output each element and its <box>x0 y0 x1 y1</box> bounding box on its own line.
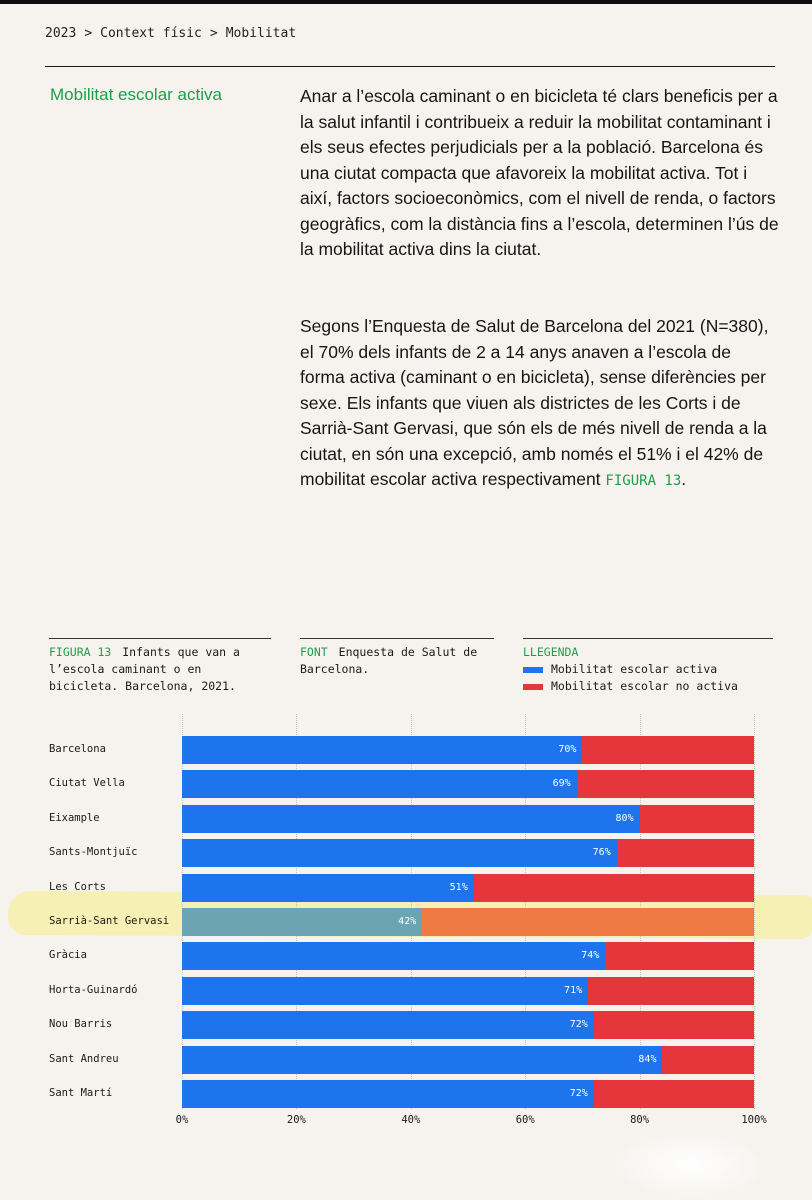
category-label: Horta-Guinardó <box>49 983 138 996</box>
bar-value-label: 80% <box>615 812 634 824</box>
breadcrumb-current: Mobilitat <box>225 26 297 41</box>
legend-item-inactive <box>523 678 773 695</box>
category-label: Barcelona <box>49 743 106 755</box>
breadcrumb-year[interactable]: 2023 <box>45 26 77 41</box>
bar-inactive <box>422 908 754 936</box>
x-tick-label: 60% <box>515 1114 535 1126</box>
bar-inactive <box>594 1080 754 1108</box>
category-label: Ciutat Vella <box>49 777 125 790</box>
bar-inactive <box>577 770 754 798</box>
findings-text: Segons l’Enquesta de Salut de Barcelona del 2021 (N=380), el 70% dels infants de 2 a 14 anys anaven a l’escola de forma activa (caminant o en bicicleta), sense diferències per sexe. Els infants que viuen als districtes de les Corts i de Sarrià-Sant Gervasi, que són els de més nivell de renda a la ciutat, en són una excepció, amb només el 51% i el 42% de mobilitat escolar activa respectivament <box>300 316 769 489</box>
bar-inactive <box>474 874 754 902</box>
breadcrumb <box>45 26 296 41</box>
bar-row <box>182 908 754 936</box>
figure-caption <box>49 638 271 695</box>
image-artifact <box>610 1130 770 1200</box>
bar-value-label: 51% <box>449 881 468 893</box>
category-label: Sants-Montjuïc <box>49 846 138 859</box>
top-bar <box>0 0 812 4</box>
legend-tag: LLEGENDA <box>523 645 579 659</box>
bar-value-label: 76% <box>592 847 611 859</box>
bar-inactive <box>617 839 754 867</box>
stacked-bar-chart <box>0 714 812 1134</box>
bar-value-label: 70% <box>558 744 577 755</box>
category-label: Sant Andreu <box>49 1052 119 1065</box>
bar-row <box>182 942 754 970</box>
breadcrumb-separator: > <box>84 26 93 41</box>
source-tag: FONT <box>300 645 328 659</box>
bar-row <box>182 736 754 764</box>
bar-value-label: 84% <box>638 1053 657 1065</box>
bar-inactive <box>582 736 754 764</box>
divider <box>45 66 775 67</box>
bar-inactive <box>640 805 754 833</box>
legend <box>523 638 773 695</box>
bar-row <box>182 1080 754 1108</box>
bar-inactive <box>605 942 754 970</box>
bar-row <box>182 770 754 798</box>
intro-paragraph: Anar a l’escola caminant o en bicicleta té clars beneficis per a la salut infantil i contribueix a reduir la mobilitat contaminant i els seus efectes perjudicials per a la població. Barcelona és una ciutat compacta que afavoreix la mobilitat activa. Tot i així, factors socioeconòmics, com el nivell de renda, o factors geogràfics, com la distància fins a l’escola, determinen l’ús de la mobilitat activa dins la ciutat. <box>300 86 779 259</box>
category-label: Les Corts <box>49 880 106 893</box>
bar-value-label: 71% <box>564 984 583 996</box>
bar-row <box>182 977 754 1005</box>
legend-swatch-active <box>523 667 543 673</box>
bar-value-label: 42% <box>398 916 417 927</box>
findings-paragraph <box>300 314 780 495</box>
legend-item-active <box>523 661 773 678</box>
category-label: Nou Barris <box>49 1018 113 1031</box>
category-label: Sant Martí <box>49 1087 113 1099</box>
findings-end: . <box>681 469 687 489</box>
figure-caption-text: Infants que van a l’escola caminant o en bicicleta. Barcelona, 2021. <box>49 645 240 693</box>
x-tick-label: 40% <box>401 1114 421 1126</box>
source-text: Enquesta de Salut de Barcelona. <box>300 645 478 676</box>
figure-tag: FIGURA 13 <box>49 645 112 659</box>
section-title: Mobilitat escolar activa <box>50 85 222 104</box>
bar-value-label: 72% <box>569 1088 588 1099</box>
bar-inactive <box>588 977 754 1005</box>
bar-inactive <box>662 1046 754 1074</box>
x-tick-label: 100% <box>741 1114 767 1126</box>
bar-value-label: 74% <box>581 950 600 962</box>
legend-swatch-inactive <box>523 684 543 690</box>
bar-row <box>182 839 754 867</box>
figure-source <box>300 638 494 678</box>
figure-reference-link[interactable]: FIGURA 13 <box>605 473 682 489</box>
bar-row <box>182 805 754 833</box>
bar-inactive <box>594 1011 754 1039</box>
bar-row <box>182 1011 754 1039</box>
bar-value-label: 72% <box>569 1019 588 1031</box>
legend-label-active: Mobilitat escolar activa <box>551 662 718 676</box>
bar-row <box>182 1046 754 1074</box>
x-tick-label: 20% <box>286 1114 306 1126</box>
category-label: Eixample <box>49 811 100 824</box>
x-tick-label: 0% <box>175 1114 189 1126</box>
category-label: Gràcia <box>49 949 87 962</box>
breadcrumb-separator: > <box>209 26 218 41</box>
bar-value-label: 69% <box>552 778 571 790</box>
x-tick-label: 80% <box>630 1114 650 1126</box>
legend-label-inactive: Mobilitat escolar no activa <box>551 679 738 693</box>
category-label: Sarrià-Sant Gervasi <box>49 915 170 927</box>
gridline <box>754 714 755 1109</box>
bar-row <box>182 874 754 902</box>
breadcrumb-context[interactable]: Context físic <box>100 26 202 41</box>
